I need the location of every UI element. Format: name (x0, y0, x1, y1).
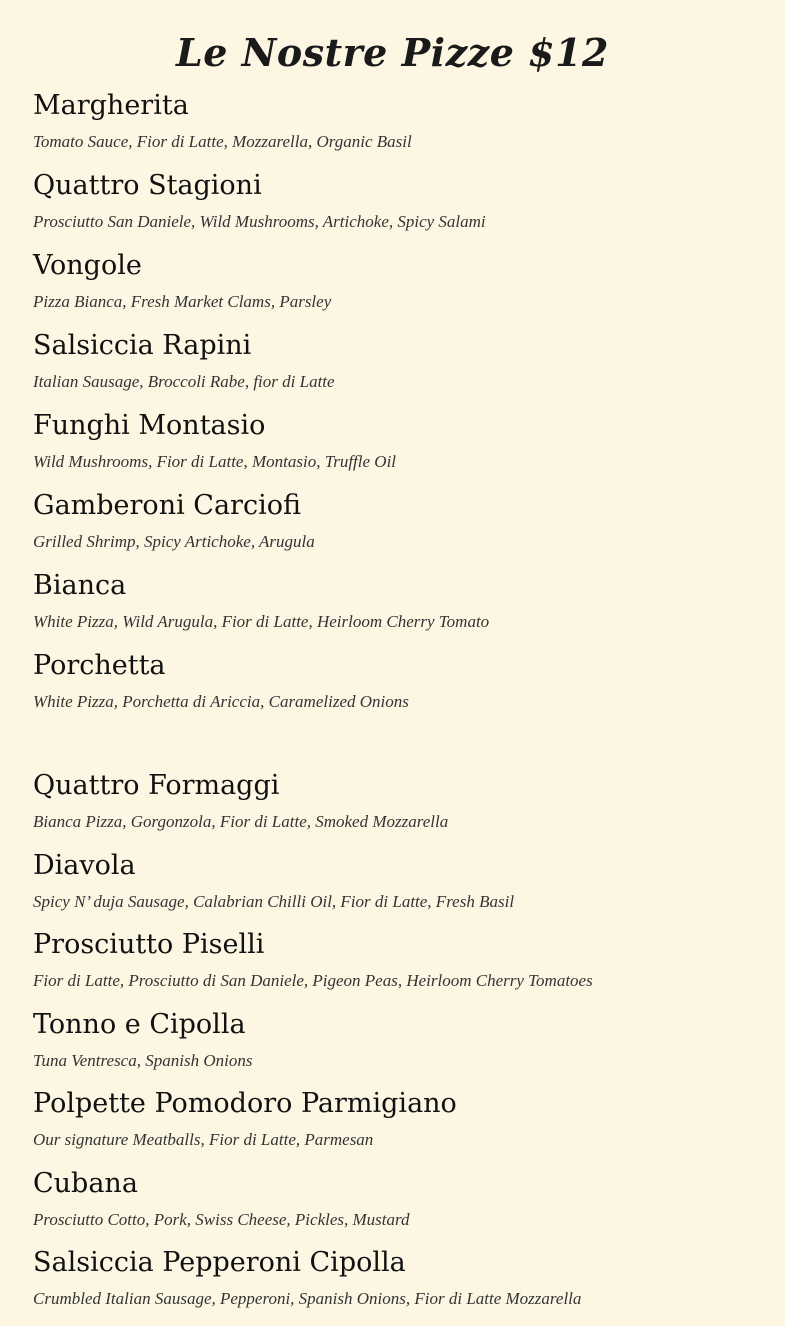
item-description: Pizza Bianca, Fresh Market Clams, Parsley (33, 292, 332, 311)
menu-item-gamberoni-carciofi (33, 484, 763, 564)
page-title: Le Nostre Pizze $12 (176, 30, 609, 76)
menu-item-diavola (33, 844, 763, 924)
item-description: Italian Sausage, Broccoli Rabe, fior di Latte (33, 372, 335, 391)
menu-item-prosciutto-piselli (33, 923, 763, 1003)
item-description: Crumbled Italian Sausage, Pepperoni, Spanish Onions, Fior di Latte Mozzarella (33, 1289, 582, 1308)
item-name: Quattro Stagioni (33, 170, 262, 201)
menu-item-bianca (33, 564, 763, 644)
item-description: White Pizza, Wild Arugula, Fior di Latte, Heirloom Cherry Tomato (33, 612, 490, 631)
item-name: Cubana (33, 1167, 138, 1199)
menu-item-salsiccia-rapini (33, 324, 763, 404)
menu-item-funghi-montasio (33, 404, 763, 484)
pizza-menu-list (33, 84, 763, 1321)
menu-item-margherita (33, 84, 763, 164)
menu-item-quattro-stagioni (33, 164, 763, 244)
menu-item-porchetta (33, 644, 763, 724)
item-name: Salsiccia Rapini (33, 330, 252, 361)
item-name: Funghi Montasio (33, 410, 266, 441)
item-description: Grilled Shrimp, Spicy Artichoke, Arugula (33, 532, 315, 551)
menu-item-cubana (33, 1162, 763, 1242)
item-description: Wild Mushrooms, Fior di Latte, Montasio, Truffle Oil (33, 452, 397, 471)
item-name: Gamberoni Carciofi (33, 490, 301, 521)
section-spacer (33, 724, 763, 764)
item-description: White Pizza, Porchetta di Ariccia, Caramelized Onions (33, 692, 409, 711)
item-description: Prosciutto Cotto, Pork, Swiss Cheese, Pickles, Mustard (33, 1209, 410, 1229)
item-description: Prosciutto San Daniele, Wild Mushrooms, Artichoke, Spicy Salami (33, 212, 486, 231)
item-name: Diavola (33, 849, 136, 881)
menu-item-salsiccia-pepperoni-cipolla (33, 1241, 763, 1321)
item-name: Salsiccia Pepperoni Cipolla (33, 1247, 406, 1278)
menu-item-polpette-pomodoro-parmigiano (33, 1082, 763, 1162)
item-description: Tuna Ventresca, Spanish Onions (33, 1050, 253, 1070)
menu-item-tonno-e-cipolla (33, 1003, 763, 1083)
item-name: Tonno e Cipolla (33, 1008, 246, 1040)
item-name: Margherita (33, 90, 189, 121)
item-description: Our signature Meatballs, Fior di Latte, Parmesan (33, 1130, 374, 1149)
item-name: Bianca (33, 570, 127, 601)
item-description: Bianca Pizza, Gorgonzola, Fior di Latte, Smoked Mozzarella (33, 812, 449, 831)
menu-item-quattro-formaggi (33, 764, 763, 844)
item-description: Fior di Latte, Prosciutto di San Daniele, Pigeon Peas, Heirloom Cherry Tomatoes (33, 971, 593, 990)
item-name: Polpette Pomodoro Parmigiano (33, 1088, 457, 1119)
item-name: Prosciutto Piselli (33, 929, 265, 960)
item-name: Vongole (33, 250, 142, 281)
item-description: Tomato Sauce, Fior di Latte, Mozzarella, Organic Basil (33, 132, 412, 151)
menu-item-vongole (33, 244, 763, 324)
item-description: Spicy N’ duja Sausage, Calabrian Chilli Oil, Fior di Latte, Fresh Basil (33, 891, 515, 911)
item-name: Porchetta (33, 650, 166, 681)
item-name: Quattro Formaggi (33, 770, 280, 801)
